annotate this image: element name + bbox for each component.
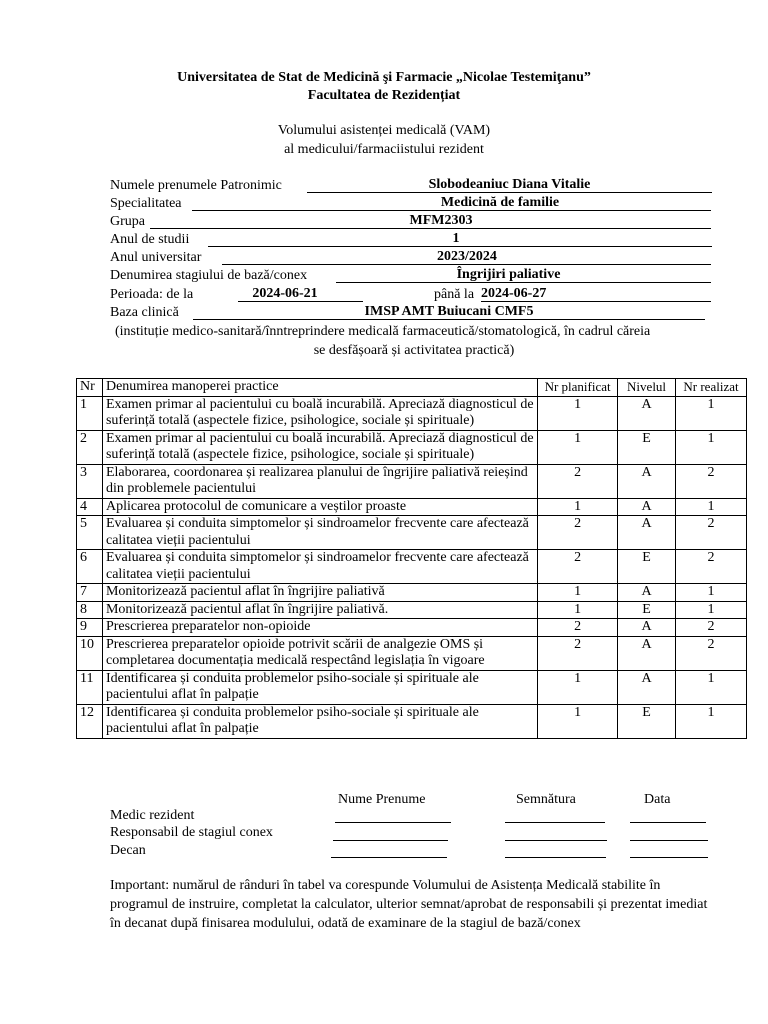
responsible-name-line[interactable]	[333, 830, 448, 841]
signature-row-dean: Decan	[110, 843, 146, 858]
row-planned: 1	[538, 430, 618, 464]
header-nr: Nr	[77, 379, 103, 397]
row-name: Prescrierea preparatelor non-opioide	[102, 619, 537, 637]
row-level: A	[618, 670, 676, 704]
name-value: Slobodeaniuc Diana Vitalie	[428, 177, 591, 192]
specialty-value: Medicină de familie	[440, 195, 560, 210]
row-name: Evaluarea și conduita simptomelor și sindroamelor frecvente care afectează calitatea vieții pacientului	[102, 550, 537, 584]
table-row	[77, 430, 747, 464]
academic-year-label: Anul universitar	[110, 250, 202, 265]
row-level: A	[618, 584, 676, 602]
table-row	[77, 636, 747, 670]
row-planned: 1	[538, 584, 618, 602]
row-done: 1	[676, 498, 747, 516]
signature-row-resident: Medic rezident	[110, 808, 195, 823]
row-nr: 12	[77, 704, 103, 738]
stage-value: Îngrijiri paliative	[456, 267, 561, 282]
responsible-signature-line[interactable]	[505, 830, 607, 841]
row-planned: 1	[538, 498, 618, 516]
university-name: Universitatea de Stat de Medicină şi Farmacie „Nicolae Testemiţanu”	[177, 70, 591, 85]
row-planned: 2	[538, 516, 618, 550]
table-row	[77, 704, 747, 738]
row-name: Elaborarea, coordonarea și realizarea planului de îngrijire paliativă reieșind din problemele pacientului	[102, 464, 537, 498]
row-planned: 2	[538, 636, 618, 670]
row-nr: 1	[77, 396, 103, 430]
table-row	[77, 584, 747, 602]
row-level: E	[618, 550, 676, 584]
clinic-label: Baza clinică	[110, 305, 179, 320]
table-row	[77, 498, 747, 516]
table-row	[77, 670, 747, 704]
row-name: Examen primar al pacientului cu boală incurabilă. Apreciază diagnosticul de suferință totală (aspectele fizice, psihologice, sociale și spirituale)	[102, 430, 537, 464]
row-done: 2	[676, 550, 747, 584]
row-nr: 8	[77, 601, 103, 619]
row-level: A	[618, 464, 676, 498]
institution-note-line1: (instituție medico-sanitară/înntreprindere medicală farmaceutică/stomatologică, în cadrul căreia	[115, 324, 651, 339]
group-value: MFM2303	[409, 213, 473, 228]
table-row	[77, 550, 747, 584]
period-to-label: până la	[434, 287, 475, 302]
header-level: Nivelul	[618, 379, 676, 397]
dean-date-line[interactable]	[630, 847, 708, 858]
row-planned: 1	[538, 601, 618, 619]
clinic-value: IMSP AMT Buiucani CMF5	[364, 304, 534, 319]
row-planned: 2	[538, 464, 618, 498]
dean-name-line[interactable]	[331, 847, 447, 858]
table-row	[77, 464, 747, 498]
row-level: A	[618, 636, 676, 670]
row-name: Evaluarea și conduita simptomelor și sindroamelor frecvente care afectează calitatea vieții pacientului	[102, 516, 537, 550]
row-name: Aplicarea protocolul de comunicare a veștilor proaste	[102, 498, 537, 516]
important-note: Important: numărul de rânduri în tabel va corespunde Volumului de Asistența Medicală stabilite în programul de instruire, completat la calculator, ulterior semnat/aprobat de responsabili și prezentat imediat în decanat după finisarea modulului, odată de examinare de la stagiul de bază/conex	[110, 878, 708, 931]
header-name: Denumirea manoperei practice	[102, 379, 537, 397]
row-level: E	[618, 704, 676, 738]
signature-col-date: Data	[644, 792, 671, 807]
signature-col-name: Nume Prenume	[338, 792, 426, 807]
row-done: 1	[676, 430, 747, 464]
row-planned: 1	[538, 396, 618, 430]
row-planned: 2	[538, 619, 618, 637]
row-done: 2	[676, 516, 747, 550]
row-done: 2	[676, 464, 747, 498]
row-level: A	[618, 619, 676, 637]
period-label: Perioada: de la	[110, 287, 194, 302]
table-header-row	[77, 379, 747, 397]
table-row	[77, 396, 747, 430]
row-done: 1	[676, 584, 747, 602]
document-title: Volumului asistenței medicală (VAM)	[277, 123, 491, 138]
academic-year-value: 2023/2024	[437, 249, 497, 264]
header-planned: Nr planificat	[538, 379, 618, 397]
row-planned: 1	[538, 704, 618, 738]
resident-name-line[interactable]	[335, 812, 451, 823]
row-nr: 6	[77, 550, 103, 584]
row-done: 1	[676, 396, 747, 430]
row-name: Monitorizează pacientul aflat în îngrijire paliativă.	[102, 601, 537, 619]
practice-table	[76, 378, 747, 739]
row-name: Identificarea și conduita problemelor psiho-sociale și spirituale ale pacientului aflat în palpație	[102, 704, 537, 738]
resident-signature-line[interactable]	[505, 812, 605, 823]
signature-row-responsible: Responsabil de stagiul conex	[110, 825, 273, 840]
row-done: 2	[676, 619, 747, 637]
row-done: 1	[676, 601, 747, 619]
row-level: E	[618, 430, 676, 464]
period-from-value: 2024-06-21	[252, 286, 318, 301]
resident-date-line[interactable]	[630, 812, 706, 823]
table-row	[77, 601, 747, 619]
row-nr: 5	[77, 516, 103, 550]
row-level: A	[618, 498, 676, 516]
row-nr: 2	[77, 430, 103, 464]
row-done: 1	[676, 704, 747, 738]
row-nr: 9	[77, 619, 103, 637]
signature-col-signature: Semnătura	[516, 792, 576, 807]
study-year-value: 1	[452, 231, 460, 246]
row-level: E	[618, 601, 676, 619]
faculty-name: Facultatea de Rezidențiat	[307, 88, 461, 103]
row-nr: 3	[77, 464, 103, 498]
table-row	[77, 516, 747, 550]
row-nr: 11	[77, 670, 103, 704]
institution-note-line2: se desfășoară și activitatea practică)	[313, 343, 515, 358]
row-nr: 4	[77, 498, 103, 516]
name-label: Numele prenumele Patronimic	[110, 178, 282, 193]
row-level: A	[618, 396, 676, 430]
row-planned: 2	[538, 550, 618, 584]
stage-label: Denumirea stagiului de bază/conex	[110, 268, 308, 283]
table-row	[77, 619, 747, 637]
row-done: 2	[676, 636, 747, 670]
row-name: Examen primar al pacientului cu boală incurabilă. Apreciază diagnosticul de suferință totală (aspectele fizice, psihologice, sociale și spirituale)	[102, 396, 537, 430]
row-name: Prescrierea preparatelor opioide potrivit scării de analgezie OMS și completarea documentația medicală respectând legislația în vigoare	[102, 636, 537, 670]
study-year-label: Anul de studii	[110, 232, 190, 247]
responsible-date-line[interactable]	[630, 830, 708, 841]
row-level: A	[618, 516, 676, 550]
dean-signature-line[interactable]	[505, 847, 606, 858]
period-to-value: 2024-06-27	[481, 286, 547, 301]
row-planned: 1	[538, 670, 618, 704]
row-name: Monitorizează pacientul aflat în îngrijire paliativă	[102, 584, 537, 602]
row-nr: 7	[77, 584, 103, 602]
header-done: Nr realizat	[676, 379, 747, 397]
row-nr: 10	[77, 636, 103, 670]
row-done: 1	[676, 670, 747, 704]
row-name: Identificarea și conduita problemelor psiho-sociale și spirituale ale pacientului aflat în palpație	[102, 670, 537, 704]
specialty-label: Specialitatea	[110, 196, 182, 211]
document-subtitle: al medicului/farmaciistului rezident	[284, 142, 484, 157]
group-label: Grupa	[110, 214, 145, 229]
